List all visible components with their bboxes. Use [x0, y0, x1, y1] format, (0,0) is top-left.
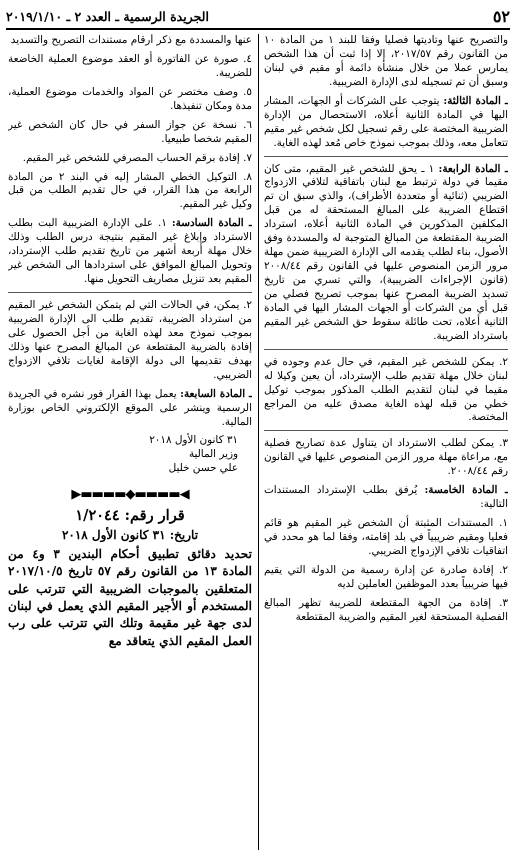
article-3-text: يتوجب على الشركات أو الجهات، المشار اليها في المادة الثانية أعلاه، الاستحصال من الإدارة الضريبية المختصة على رقم تسجيل لكل شخص غير مقيم تتعامل معه، وذلك بموجب نموذج خاص مُعد لهذه الغاية. [264, 94, 508, 149]
paragraph: عنها والمسددة مع ذكر أرقام مستندات التصريح والتسديد [10, 34, 252, 46]
list-item: ٣. إفادة من الجهة المقتطعة للضريبة تظهر المبالغ الفصلية المستحقة لغير المقيم والضريبة المقتطعة [264, 596, 508, 623]
article-3-label: ـ المادة الثالثة: [443, 94, 508, 107]
column-rule [258, 34, 259, 850]
page-number: ٥٢ [492, 7, 510, 27]
article-3 [264, 95, 508, 151]
article-6-label: ـ المادة السادسة: [171, 217, 252, 230]
divider [264, 349, 508, 350]
signature-date: ٣١ كانون الأول ٢٠١٨ [149, 434, 238, 447]
divider [264, 430, 508, 431]
article-4-clause-3: ٣. يمكن لطلب الاسترداد ان يتناول عدة تصاريح فصلية مع، مراعاة مهلة مرور الزمن المنصوص عليها في القانون رقم ٢٠٠٨/٤٤. [264, 437, 508, 478]
list-item: ٦. نسخة عن جواز السفر في حال كان الشخص غير المقيم شخصا طبيعيا. [8, 118, 252, 145]
signature-name: علي حسن خليل [168, 462, 238, 475]
decision-date: تاريخ: ٣١ كانون الأول ٢٠١٨ [61, 528, 199, 543]
article-4 [264, 163, 508, 344]
article-4-text: ١ ـ يحق للشخص غير المقيم، متى كان مقيما في دولة ترتبط مع لبنان باتفاقية لتلافي الازدواج الضريبي (ثنائية أو متعددة الأطراف)، والذي سبق ان تم اقتطاع الضريبة على المبالغ المستحقة له من قبل المكلفين المذكورين في المادة الثانية أعلاه، استرداد الضريبة المقتطعة من المبالغ المتوجبة له والمسددة وفق الأصول، بناء لطلب يقدمه الى الإدارة الضريبية ضمن مهلة مرور الزمن المنصوص عليها في القانون رقم ٢٠٠٨/٤٤ (قانون الإجراءات الضريبية)، والتي تسري من تاريخ تسديد الضريبة المصرح عنها بموجب تصريح فصلي من قبل أي من الشركات أو الجهات المشار اليها في المادة الثانية أعلاه، تحت طائلة سقوط حق الشخص غير المقيم باسترداد الضريبة. [264, 162, 508, 342]
article-4-clause-2: ٢. يمكن للشخص غير المقيم، في حال عدم وجوده في لبنان خلال مهلة تقديم طلب الإسترداد، أن يعين وكيلا له مقيما في لبنان لتقديم الطلب المذكور بموجب توكيل خطي من قبله لهذه الغاية مصدق عليه من المراجع المختصة. [264, 355, 508, 424]
list-item: ٤. صورة عن الفاتورة أو العقد موضوع العملية الخاضعة للضريبة. [8, 52, 252, 79]
page-header [6, 6, 510, 30]
left-column [8, 34, 252, 850]
article-5 [264, 484, 508, 512]
article-7 [8, 388, 252, 430]
list-item: ٥. وصف مختصر عن المواد والخدمات موضوع العملية، مدة ومكان تنفيذها. [8, 85, 252, 112]
decision-subject: تحديد دقائق تطبيق أحكام البندين ٣ و٤ من المادة ١٣ من القانون رقم ٥٧ تاريخ ٢٠١٧/١٠/٥ المتعلقين بالموجبات الضريبية التي تترتب على المستخدم أو الأجير المقيم الذي يعمل في لبنان لدى جهة غير مقيمة وتلك التي تترتب على رب العمل المقيم الذي يتعاقد مع [8, 547, 252, 648]
signature-block [8, 434, 252, 476]
divider [8, 292, 252, 293]
article-6-clause-2: ٢. يمكن، في الحالات التي لم يتمكن الشخص غير المقيم من استرداد الضريبة، تقديم طلب الى الإدارة الضريبية بموجب نموذج معد لهذه الغاية من أجل الحصول على إفادة بالضريبة المقتطعة عن المبالغ المصرح عنها وذلك بهدف تقديمها الى دولة الإقامة لغايات تلافي الازدواج الضريبي. [8, 299, 252, 381]
list-item: ٧. إفادة برقم الحساب المصرفي للشخص غير المقيم. [22, 151, 252, 164]
article-7-label: ـ المادة السابعة: [180, 387, 252, 400]
paragraph: والتصريح عنها وتأديتها فصليا وفقا للبند ١ من المادة ١٠ من القانون رقم ٢٠١٧/٥٧، إلا إذا ثبت أن هذا الشخص يمارس عملا من خلال منشأة دائمة أو مقيم في لبنان وسبق أن تم تسجيله لدى الإدارة الضريبية. [264, 34, 508, 88]
article-7-text: يعمل بهذا القرار فور نشره في الجريدة الرسمية وينشر على الموقع الإلكتروني الخاص بوزارة المالية. [8, 387, 252, 428]
article-6-text: ١. على الإدارة الضريبية البت بطلب الاسترداد وإبلاغ غير المقيم بنتيجة درس الطلب وذلك خلال مهلة أربعة أشهر من تاريخ تقديم طلب الإسترداد، وتحويل المبالغ الموافق على استردادها الى الشخص غير المقيم بعد تنزيل مصاريف التحويل منها. [8, 217, 252, 286]
article-5-text: يُرفق بطلب الإسترداد المستندات التالية: [264, 484, 508, 511]
article-4-label: ـ المادة الرابعة: [438, 162, 508, 175]
list-item: ١. المستندات المثبتة أن الشخص غير المقيم هو قائم فعليا ومقيم ضريبياً في بلد إقامته، وفقا لما هو محدد في اتفاقيات تلافي الإزدواج الضريبي. [264, 517, 508, 557]
right-column [264, 34, 508, 850]
ornament-divider: ◀▬▬▬▬◆▬▬▬▬▶ [71, 487, 189, 503]
divider [264, 156, 508, 157]
decision-number: قرار رقم: ١/٢٠٤٤ [75, 506, 185, 524]
list-item: ٢. إفادة صادرة عن إدارة رسمية من الدولة التي يقيم فيها ضريبياً بعدد الموظفين العاملين لديه [264, 563, 508, 590]
article-6 [8, 217, 252, 287]
gazette-title: الجريدة الرسمية ـ العدد ٢ ـ ٢٠١٩/١/١٠ [6, 8, 209, 24]
article-5-label: ـ المادة الخامسة: [424, 484, 508, 497]
signature-title: وزير المالية [188, 448, 238, 461]
list-item: ٨. التوكيل الخطي المشار إليه في البند ٢ من المادة الرابعة من هذا القرار، في حال تقديم الطلب من قبل وكيل غير المقيم. [8, 170, 252, 211]
